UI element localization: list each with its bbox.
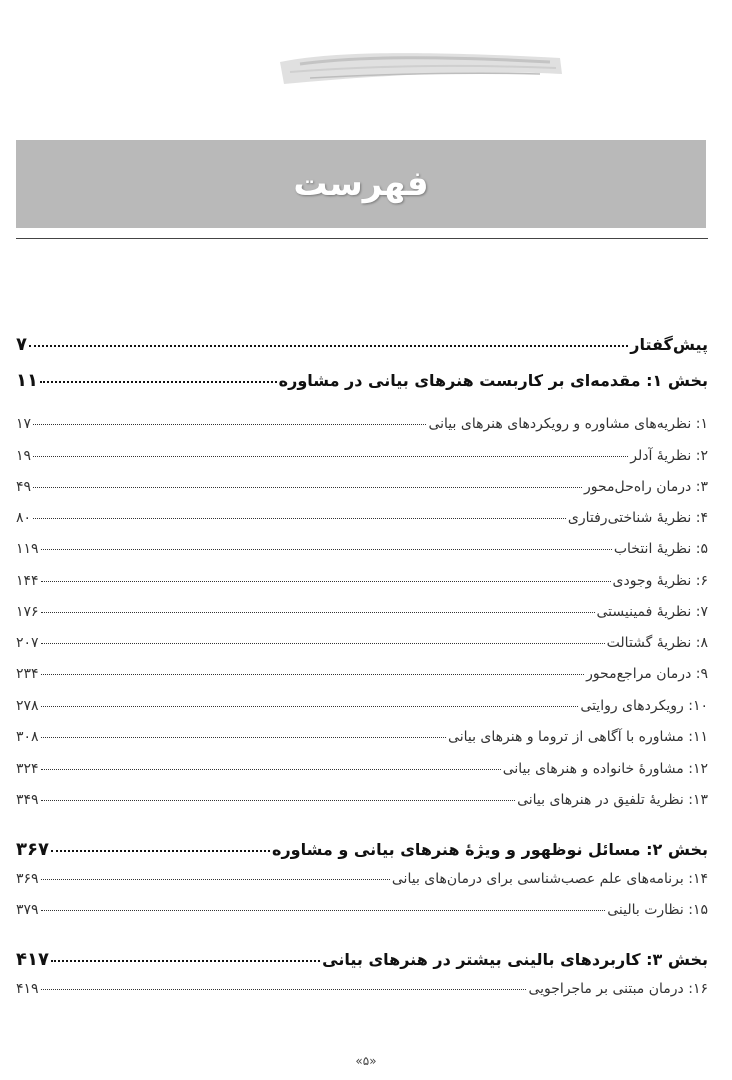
toc-entry-title: ۱۳: نظریهٔ تلفیق در هنرهای بیانی bbox=[517, 792, 708, 808]
dot-leader bbox=[41, 989, 527, 990]
dot-leader bbox=[41, 910, 606, 911]
toc-chapter-row[interactable] bbox=[16, 792, 708, 808]
toc-entry-page: ۴۱۹ bbox=[16, 981, 39, 997]
dot-leader bbox=[33, 518, 566, 519]
toc-entry-title: ۱۴: برنامه‌های علم عصب‌شناسی برای درمان‌های بیانی bbox=[391, 871, 708, 887]
toc-entry-page: ۱۴۴ bbox=[16, 573, 39, 589]
dot-leader bbox=[41, 879, 390, 880]
toc-chapter-row[interactable] bbox=[16, 698, 708, 714]
dot-leader bbox=[41, 800, 516, 801]
dot-leader bbox=[41, 581, 611, 582]
toc-entry-page: ۳۷۹ bbox=[16, 902, 39, 918]
toc-entry-page: ۳۰۸ bbox=[16, 729, 39, 745]
brush-stroke-decoration bbox=[270, 44, 570, 88]
dot-leader bbox=[41, 549, 612, 550]
toc-entry-page: ۳۶۷ bbox=[16, 839, 49, 860]
toc-entry-page: ۲۳۴ bbox=[16, 666, 39, 682]
toc-chapter-row[interactable] bbox=[16, 666, 708, 682]
dot-leader bbox=[51, 960, 320, 962]
toc-entry-title: ۱۵: نظارت بالینی bbox=[607, 902, 708, 918]
toc-entry-title: ۱۶: درمان مبتنی بر ماجراجویی bbox=[528, 981, 708, 997]
toc-chapter-row[interactable] bbox=[16, 448, 708, 464]
toc-entry-page: ۱۹ bbox=[16, 448, 32, 464]
page-number: «۵» bbox=[355, 1054, 377, 1068]
toc-entry-page: ۱۱۹ bbox=[16, 541, 39, 557]
dot-leader bbox=[41, 769, 501, 770]
toc-entry-title: ۳: درمان راه‌حل‌محور bbox=[584, 479, 708, 495]
toc-entry-title: ۶: نظریهٔ وجودی bbox=[612, 573, 708, 589]
toc-chapter-row[interactable] bbox=[16, 729, 708, 745]
toc-entry-title: ۱۲: مشاورهٔ خانواده و هنرهای بیانی bbox=[502, 761, 708, 777]
toc-entry-title: ۴: نظریهٔ شناختی‌رفتاری bbox=[567, 510, 708, 526]
toc-entry-title: بخش ۱: مقدمه‌ای بر کاربست هنرهای بیانی در مشاوره bbox=[278, 371, 708, 390]
toc-chapter-row[interactable] bbox=[16, 635, 708, 651]
toc-entry-page: ۱۷ bbox=[16, 416, 32, 432]
toc-chapter-row[interactable] bbox=[16, 479, 708, 495]
toc-entry-title: ۵: نظریهٔ انتخاب bbox=[613, 541, 708, 557]
toc-entry-title: بخش ۲: مسائل نوظهور و ویژهٔ هنرهای بیانی و مشاوره bbox=[272, 840, 708, 859]
toc-entry-page: ۲۷۸ bbox=[16, 698, 39, 714]
page-title: فهرست bbox=[293, 164, 429, 204]
toc-entry-page: ۸۰ bbox=[16, 510, 32, 526]
toc-entry-title: ۱: نظریه‌های مشاوره و رویکردهای هنرهای بیانی bbox=[428, 416, 708, 432]
toc-entry-title: ۷: نظریهٔ فمینیستی bbox=[596, 604, 708, 620]
toc-entry-page: ۴۱۷ bbox=[16, 949, 49, 970]
toc-entry-page: ۳۴۹ bbox=[16, 792, 39, 808]
toc-chapter-row[interactable] bbox=[16, 573, 708, 589]
dot-leader bbox=[29, 345, 628, 347]
dot-leader bbox=[41, 612, 595, 613]
toc-chapter-row[interactable] bbox=[16, 416, 708, 432]
toc-entry-page: ۱۱ bbox=[16, 370, 38, 391]
toc-entry-title: پیش‌گفتار bbox=[630, 335, 708, 354]
toc-section-row[interactable] bbox=[16, 949, 708, 970]
dot-leader bbox=[41, 643, 605, 644]
toc-entry-page: ۷ bbox=[16, 334, 27, 355]
toc-entry-title: ۲: نظریهٔ آدلر bbox=[630, 448, 708, 464]
toc-section-row[interactable] bbox=[16, 370, 708, 391]
dot-leader bbox=[41, 706, 579, 707]
toc-entry-title: ۱۰: رویکردهای روایتی bbox=[580, 698, 708, 714]
toc-chapter-row[interactable] bbox=[16, 510, 708, 526]
toc-chapter-row[interactable] bbox=[16, 604, 708, 620]
toc-entry-title: ۱۱: مشاوره با آگاهی از تروما و هنرهای بیانی bbox=[448, 729, 708, 745]
toc-entry-page: ۴۹ bbox=[16, 479, 32, 495]
toc-chapter-row[interactable] bbox=[16, 761, 708, 777]
dot-leader bbox=[41, 737, 446, 738]
toc-section-row[interactable] bbox=[16, 839, 708, 860]
title-banner bbox=[16, 140, 706, 228]
title-divider bbox=[16, 238, 708, 239]
toc-chapter-row[interactable] bbox=[16, 871, 708, 887]
dot-leader bbox=[41, 674, 585, 675]
dot-leader bbox=[33, 456, 628, 457]
toc-chapter-row[interactable] bbox=[16, 902, 708, 918]
dot-leader bbox=[33, 424, 426, 425]
toc-entry-title: ۸: نظریهٔ گشتالت bbox=[606, 635, 708, 651]
dot-leader bbox=[51, 850, 270, 852]
toc-entry-page: ۳۶۹ bbox=[16, 871, 39, 887]
toc-entry-title: بخش ۳: کاربردهای بالینی بیشتر در هنرهای بیانی bbox=[322, 950, 708, 969]
toc-entry-page: ۳۲۴ bbox=[16, 761, 39, 777]
toc-section-row[interactable] bbox=[16, 334, 708, 355]
toc-entry-title: ۹: درمان مراجع‌محور bbox=[586, 666, 708, 682]
toc-entry-page: ۱۷۶ bbox=[16, 604, 39, 620]
dot-leader bbox=[33, 487, 582, 488]
toc-entry-page: ۲۰۷ bbox=[16, 635, 39, 651]
toc-chapter-row[interactable] bbox=[16, 981, 708, 997]
toc-chapter-row[interactable] bbox=[16, 541, 708, 557]
dot-leader bbox=[40, 381, 277, 383]
